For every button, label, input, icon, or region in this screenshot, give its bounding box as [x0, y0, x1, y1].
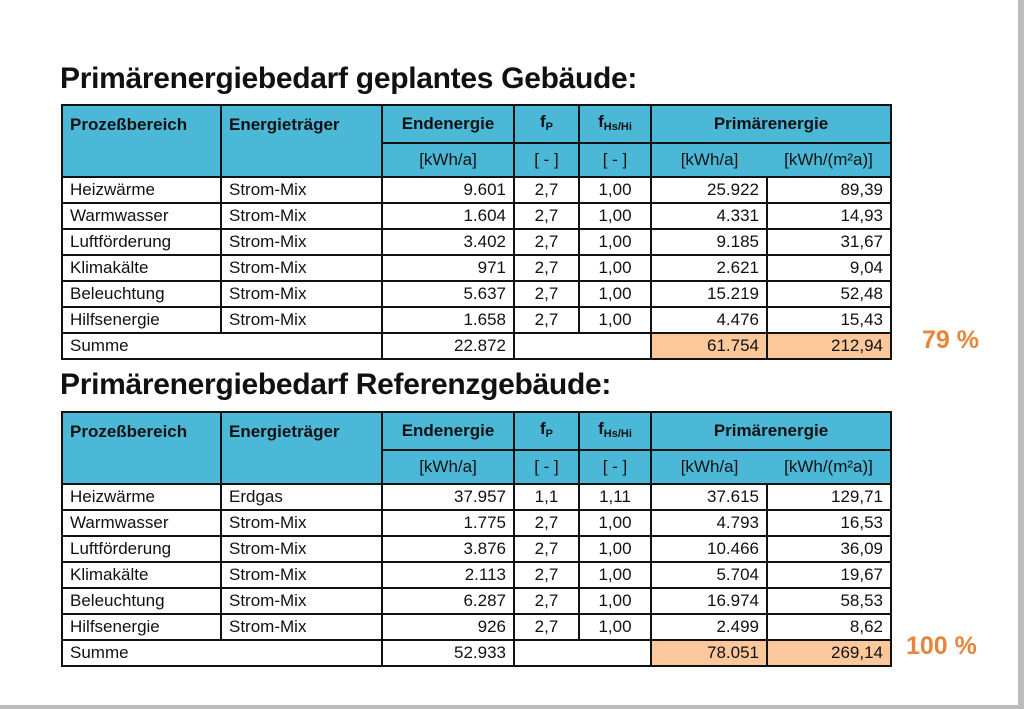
cell-traeger: Erdgas — [221, 484, 382, 510]
unit-fp: [ - ] — [514, 143, 579, 177]
cell-fp: 2,7 — [514, 281, 579, 307]
cell-primaer: 16.974 — [651, 588, 767, 614]
cell-endenergie: 926 — [382, 614, 514, 640]
col-energietraeger: Energieträger — [221, 105, 382, 177]
cell-bereich: Luftförderung — [62, 536, 221, 562]
cell-fp: 2,7 — [514, 614, 579, 640]
col-fhs: $f_{Hs/Hi}$ — [579, 105, 651, 143]
cell-traeger: Strom-Mix — [221, 281, 382, 307]
cell-sum-primaer: 78.051 — [651, 640, 767, 666]
cell-sum-endenergie: 52.933 — [382, 640, 514, 666]
slide-border-bottom — [0, 705, 1024, 709]
cell-primaer-m2: 58,53 — [767, 588, 891, 614]
cell-fhs: 1,11 — [579, 484, 651, 510]
unit-fp: [ - ] — [514, 450, 579, 484]
table-row — [62, 177, 891, 203]
cell-primaer: 37.615 — [651, 484, 767, 510]
cell-sum-primaer: 61.754 — [651, 333, 767, 359]
cell-bereich: Hilfsenergie — [62, 614, 221, 640]
table-row — [62, 203, 891, 229]
unit-primaer-kwh: [kWh/a] — [651, 450, 767, 484]
cell-fhs: 1,00 — [579, 281, 651, 307]
reference-building-table — [61, 411, 892, 667]
cell-traeger: Strom-Mix — [221, 255, 382, 281]
unit-primaer-kwh: [kWh/a] — [651, 143, 767, 177]
cell-traeger: Strom-Mix — [221, 536, 382, 562]
unit-endenergie: [kWh/a] — [382, 143, 514, 177]
cell-primaer-m2: 36,09 — [767, 536, 891, 562]
cell-sum-endenergie: 22.872 — [382, 333, 514, 359]
cell-traeger: Strom-Mix — [221, 614, 382, 640]
cell-primaer: 25.922 — [651, 177, 767, 203]
planned-percent-label: 79 % — [922, 326, 979, 354]
cell-traeger: Strom-Mix — [221, 562, 382, 588]
cell-primaer-m2: 89,39 — [767, 177, 891, 203]
cell-fhs: 1,00 — [579, 229, 651, 255]
cell-primaer: 4.331 — [651, 203, 767, 229]
unit-fhs: [ - ] — [579, 450, 651, 484]
cell-traeger: Strom-Mix — [221, 229, 382, 255]
cell-endenergie: 9.601 — [382, 177, 514, 203]
col-endenergie: Endenergie — [382, 412, 514, 450]
cell-primaer-m2: 8,62 — [767, 614, 891, 640]
cell-primaer-m2: 19,67 — [767, 562, 891, 588]
cell-bereich: Klimakälte — [62, 255, 221, 281]
cell-sum-label: Summe — [62, 333, 382, 359]
cell-fhs: 1,00 — [579, 255, 651, 281]
cell-endenergie: 5.637 — [382, 281, 514, 307]
cell-fp: 2,7 — [514, 177, 579, 203]
cell-fp: 2,7 — [514, 562, 579, 588]
cell-primaer: 5.704 — [651, 562, 767, 588]
cell-primaer: 10.466 — [651, 536, 767, 562]
cell-traeger: Strom-Mix — [221, 203, 382, 229]
unit-endenergie: [kWh/a] — [382, 450, 514, 484]
cell-endenergie: 1.658 — [382, 307, 514, 333]
cell-fp: 2,7 — [514, 255, 579, 281]
cell-primaer-m2: 52,48 — [767, 281, 891, 307]
cell-primaer-m2: 14,93 — [767, 203, 891, 229]
cell-sum-label: Summe — [62, 640, 382, 666]
table-row — [62, 281, 891, 307]
cell-bereich: Luftförderung — [62, 229, 221, 255]
cell-endenergie: 2.113 — [382, 562, 514, 588]
cell-fp: 2,7 — [514, 307, 579, 333]
cell-primaer: 4.476 — [651, 307, 767, 333]
cell-bereich: Beleuchtung — [62, 588, 221, 614]
table-row — [62, 536, 891, 562]
cell-fhs: 1,00 — [579, 177, 651, 203]
slide-border-right — [1018, 0, 1024, 709]
cell-bereich: Klimakälte — [62, 562, 221, 588]
table-row — [62, 614, 891, 640]
unit-primaer-m2: [kWh/(m²a)] — [767, 450, 891, 484]
cell-traeger: Strom-Mix — [221, 177, 382, 203]
cell-endenergie: 1.775 — [382, 510, 514, 536]
cell-fhs: 1,00 — [579, 536, 651, 562]
cell-fp: 2,7 — [514, 510, 579, 536]
cell-endenergie: 3.402 — [382, 229, 514, 255]
unit-fhs: [ - ] — [579, 143, 651, 177]
col-energietraeger: Energieträger — [221, 412, 382, 484]
cell-fhs: 1,00 — [579, 307, 651, 333]
cell-bereich: Warmwasser — [62, 203, 221, 229]
cell-sum-primaer-m2: 269,14 — [767, 640, 891, 666]
cell-sum-empty — [514, 333, 651, 359]
cell-endenergie: 1.604 — [382, 203, 514, 229]
cell-fp: 1,1 — [514, 484, 579, 510]
cell-fp: 2,7 — [514, 588, 579, 614]
col-primaerenergie: Primärenergie — [651, 412, 891, 450]
col-fp: $f_P$ — [514, 105, 579, 143]
reference-percent-label: 100 % — [906, 632, 977, 660]
cell-traeger: Strom-Mix — [221, 588, 382, 614]
cell-sum-empty — [514, 640, 651, 666]
cell-primaer: 15.219 — [651, 281, 767, 307]
table-row — [62, 229, 891, 255]
cell-fhs: 1,00 — [579, 203, 651, 229]
table-row — [62, 255, 891, 281]
cell-bereich: Beleuchtung — [62, 281, 221, 307]
cell-primaer-m2: 31,67 — [767, 229, 891, 255]
cell-primaer-m2: 15,43 — [767, 307, 891, 333]
planned-building-table — [61, 104, 892, 360]
planned-building-title: Primärenergiebedarf geplantes Gebäude: — [60, 62, 638, 95]
cell-primaer-m2: 9,04 — [767, 255, 891, 281]
cell-primaer-m2: 129,71 — [767, 484, 891, 510]
sum-row — [62, 640, 891, 666]
col-endenergie: Endenergie — [382, 105, 514, 143]
col-prozessbereich: Prozeßbereich — [62, 105, 221, 177]
cell-traeger: Strom-Mix — [221, 307, 382, 333]
table-row — [62, 484, 891, 510]
col-fp: $f_P$ — [514, 412, 579, 450]
col-primaerenergie: Primärenergie — [651, 105, 891, 143]
cell-traeger: Strom-Mix — [221, 510, 382, 536]
table-row — [62, 307, 891, 333]
cell-primaer: 9.185 — [651, 229, 767, 255]
header-row — [62, 412, 891, 450]
cell-endenergie: 3.876 — [382, 536, 514, 562]
cell-endenergie: 6.287 — [382, 588, 514, 614]
table-row — [62, 562, 891, 588]
col-prozessbereich: Prozeßbereich — [62, 412, 221, 484]
cell-endenergie: 37.957 — [382, 484, 514, 510]
cell-fhs: 1,00 — [579, 510, 651, 536]
cell-bereich: Warmwasser — [62, 510, 221, 536]
table-row — [62, 588, 891, 614]
reference-building-title: Primärenergiebedarf Referenzgebäude: — [60, 368, 612, 401]
cell-fhs: 1,00 — [579, 588, 651, 614]
cell-bereich: Hilfsenergie — [62, 307, 221, 333]
cell-fp: 2,7 — [514, 536, 579, 562]
table-row — [62, 510, 891, 536]
cell-primaer: 2.499 — [651, 614, 767, 640]
cell-sum-primaer-m2: 212,94 — [767, 333, 891, 359]
sum-row — [62, 333, 891, 359]
cell-bereich: Heizwärme — [62, 177, 221, 203]
cell-fp: 2,7 — [514, 203, 579, 229]
cell-endenergie: 971 — [382, 255, 514, 281]
col-fhs: $f_{Hs/Hi}$ — [579, 412, 651, 450]
cell-bereich: Heizwärme — [62, 484, 221, 510]
cell-primaer: 2.621 — [651, 255, 767, 281]
cell-primaer: 4.793 — [651, 510, 767, 536]
unit-primaer-m2: [kWh/(m²a)] — [767, 143, 891, 177]
header-row — [62, 105, 891, 143]
cell-fp: 2,7 — [514, 229, 579, 255]
cell-primaer-m2: 16,53 — [767, 510, 891, 536]
cell-fhs: 1,00 — [579, 614, 651, 640]
cell-fhs: 1,00 — [579, 562, 651, 588]
